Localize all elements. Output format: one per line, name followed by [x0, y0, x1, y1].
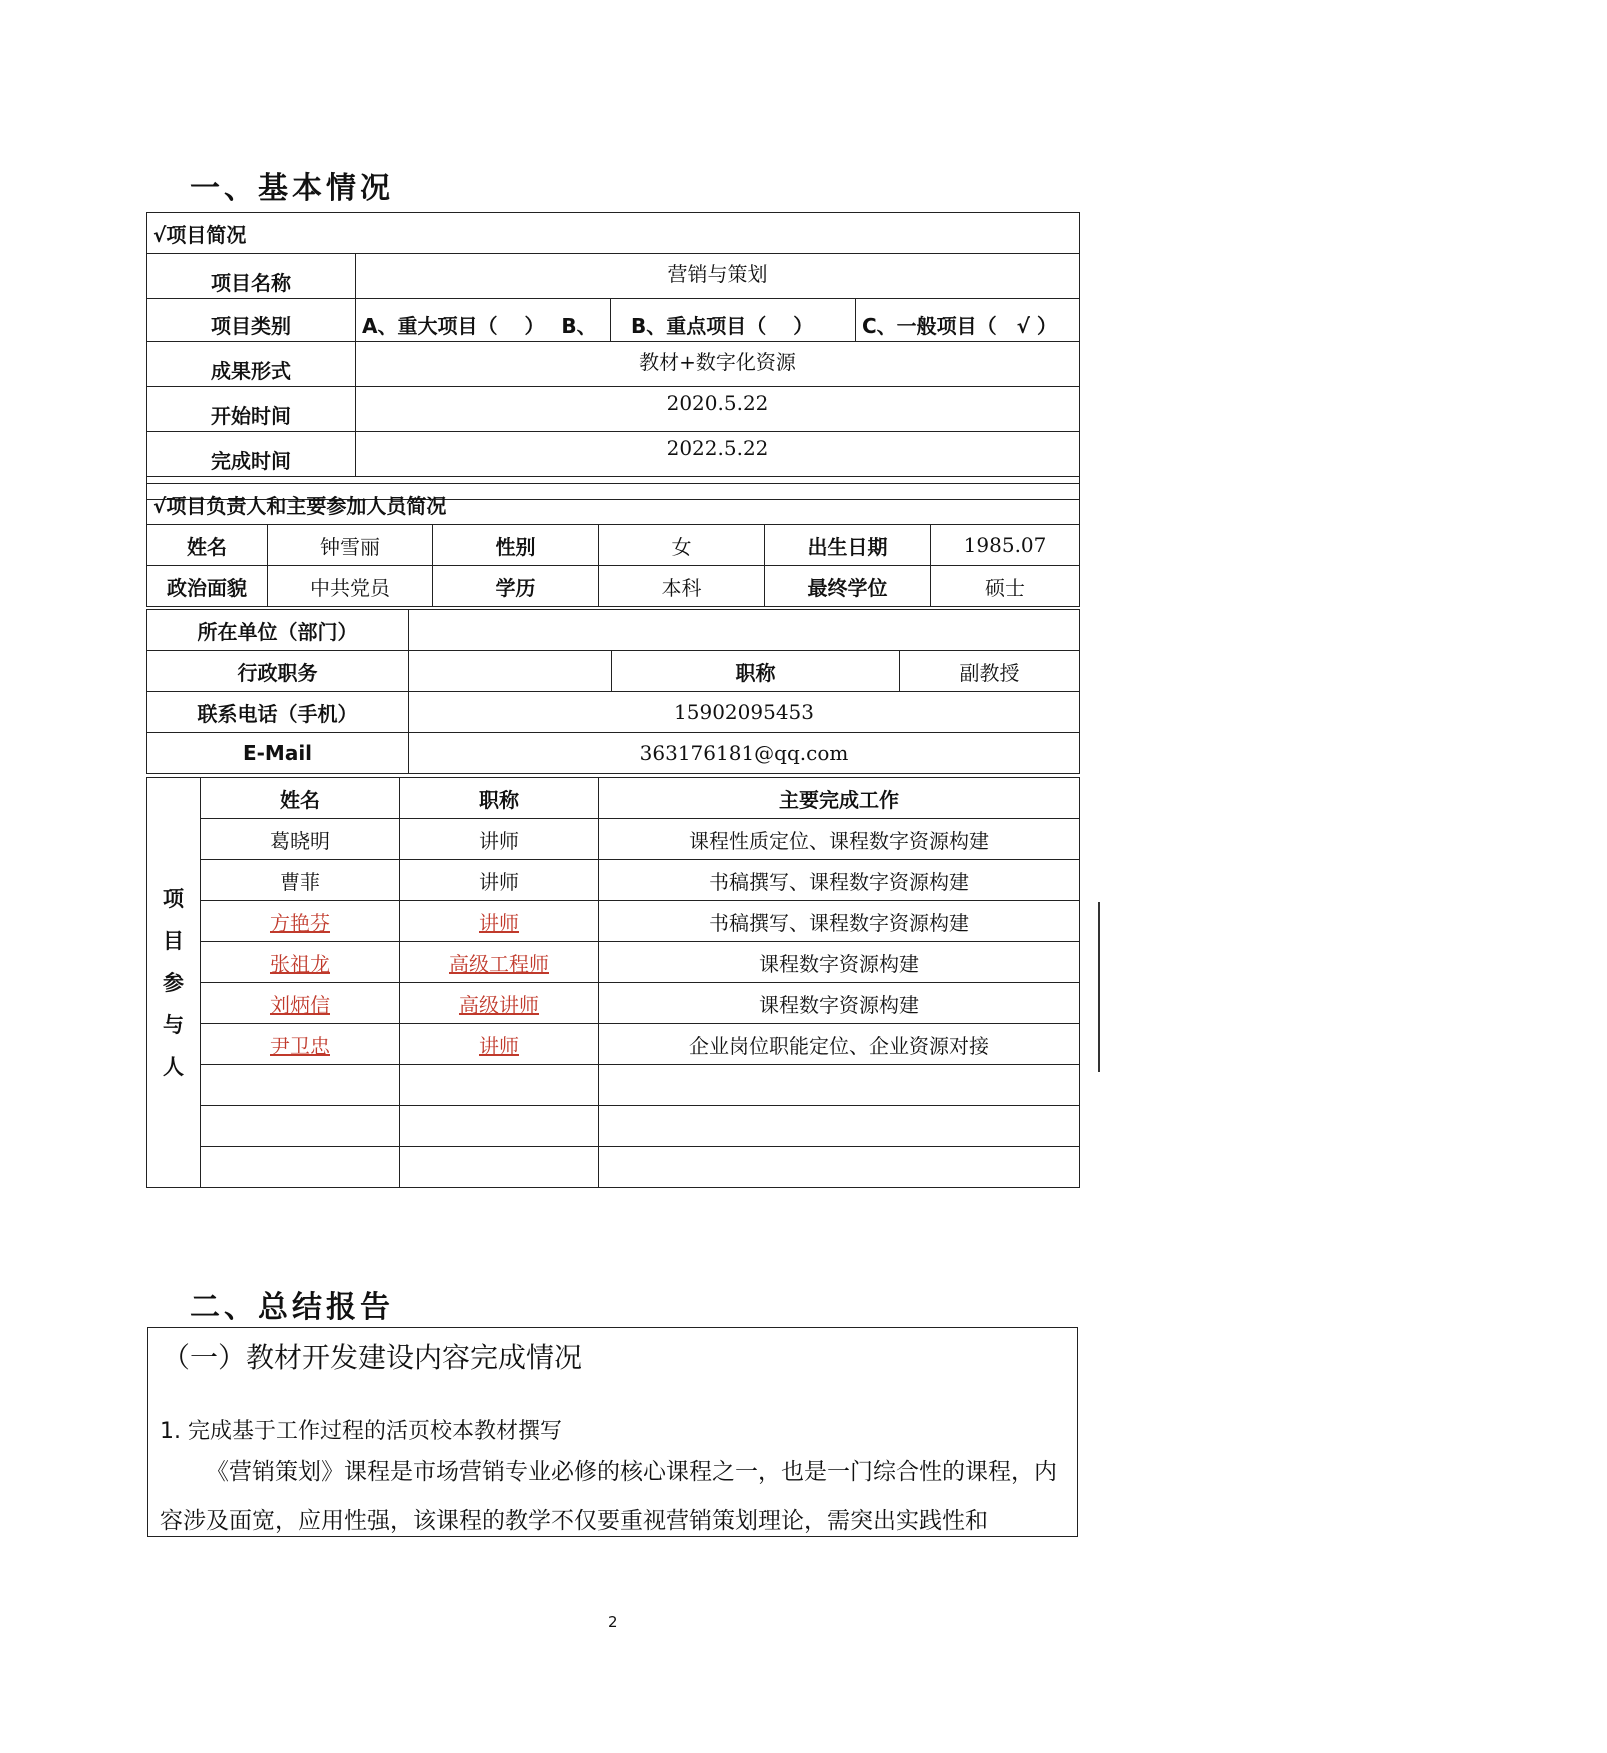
participant-title: 讲师	[400, 901, 599, 942]
end-time-value: 2022.5.22	[356, 432, 1080, 477]
gender-label: 性别	[433, 525, 599, 566]
unit-label: 所在单位（部门）	[147, 610, 409, 651]
participants-table	[146, 777, 1080, 1188]
professional-title-value: 副教授	[900, 651, 1080, 692]
side-char-1: 项	[163, 886, 184, 911]
participants-side-label	[147, 778, 201, 1188]
project-name-label: 项目名称	[147, 254, 356, 299]
page-number: 2	[608, 1613, 618, 1631]
education-label: 学历	[433, 566, 599, 607]
participant-name: 尹卫忠	[201, 1024, 400, 1065]
participant-name: 曹菲	[201, 860, 400, 901]
participant-name: 张祖龙	[201, 942, 400, 983]
participant-title: 讲师	[400, 1024, 599, 1065]
participant-title: 高级工程师	[400, 942, 599, 983]
participant-work: 课程数字资源构建	[599, 983, 1080, 1024]
personnel-header: √项目负责人和主要参加人员简况	[147, 484, 1080, 525]
category-major: A、重大项目（ ） B、	[356, 299, 611, 342]
participant-title: 高级讲师	[400, 983, 599, 1024]
birth-value: 1985.07	[931, 525, 1080, 566]
political-label: 政治面貌	[147, 566, 268, 607]
admin-post-value	[409, 651, 612, 692]
degree-value: 硕士	[931, 566, 1080, 607]
leader-name-value: 钟雪丽	[268, 525, 433, 566]
participant-work: 书稿撰写、课程数字资源构建	[599, 860, 1080, 901]
start-time-value: 2020.5.22	[356, 387, 1080, 432]
report-heading: （一）教材开发建设内容完成情况	[162, 1341, 583, 1374]
phone-label: 联系电话（手机）	[147, 692, 409, 733]
project-name-value: 营销与策划	[356, 254, 1080, 299]
contact-table	[146, 609, 1080, 774]
col-name-header: 姓名	[201, 778, 400, 819]
col-title-header: 职称	[400, 778, 599, 819]
result-form-value: 教材+数字化资源	[356, 342, 1080, 387]
phone-value: 15902095453	[409, 692, 1080, 733]
participant-work: 企业岗位职能定位、企业资源对接	[599, 1024, 1080, 1065]
end-time-label: 完成时间	[147, 432, 356, 477]
gender-value: 女	[599, 525, 765, 566]
table-row	[147, 1024, 1080, 1065]
empty-row	[147, 1106, 1080, 1147]
empty-row	[147, 1065, 1080, 1106]
participant-work: 课程性质定位、课程数字资源构建	[599, 819, 1080, 860]
table-row	[147, 860, 1080, 901]
side-char-3: 参	[163, 970, 184, 995]
margin-line	[1098, 902, 1100, 1072]
table-row	[147, 942, 1080, 983]
admin-post-label: 行政职务	[147, 651, 409, 692]
participant-work: 课程数字资源构建	[599, 942, 1080, 983]
result-form-label: 成果形式	[147, 342, 356, 387]
side-char-5: 人	[163, 1054, 184, 1079]
side-char-2: 目	[163, 928, 184, 953]
degree-label: 最终学位	[765, 566, 931, 607]
table-row	[147, 983, 1080, 1024]
email-value: 363176181@qq.com	[409, 733, 1080, 774]
participant-name: 刘炳信	[201, 983, 400, 1024]
participant-name: 方艳芬	[201, 901, 400, 942]
education-value: 本科	[599, 566, 765, 607]
unit-value	[409, 610, 1080, 651]
section1-title: 一、基本情况	[190, 171, 394, 206]
empty-row	[147, 1147, 1080, 1188]
personnel-table	[146, 483, 1080, 607]
participant-name: 葛晓明	[201, 819, 400, 860]
professional-title-label: 职称	[612, 651, 900, 692]
leader-name-label: 姓名	[147, 525, 268, 566]
col-work-header: 主要完成工作	[599, 778, 1080, 819]
start-time-label: 开始时间	[147, 387, 356, 432]
category-key: B、重点项目（ ）	[611, 299, 856, 342]
email-label: E-Mail	[147, 733, 409, 774]
participant-title: 讲师	[400, 860, 599, 901]
participant-work: 书稿撰写、课程数字资源构建	[599, 901, 1080, 942]
table-row	[147, 901, 1080, 942]
report-paragraph: 《营销策划》课程是市场营销专业必修的核心课程之一，也是一门综合性的课程，内容涉及面宽，应用性强，该课程的教学不仅要重视营销策划理论，需突出实践性和	[160, 1459, 1057, 1534]
section2-title: 二、总结报告	[190, 1290, 394, 1325]
project-category-label: 项目类别	[147, 299, 356, 342]
birth-label: 出生日期	[765, 525, 931, 566]
table-row	[147, 819, 1080, 860]
report-subheading: 1. 完成基于工作过程的活页校本教材撰写	[160, 1419, 562, 1444]
side-char-4: 与	[163, 1012, 184, 1037]
project-summary-table	[146, 212, 1080, 500]
political-value: 中共党员	[268, 566, 433, 607]
participant-title: 讲师	[400, 819, 599, 860]
project-summary-header: √项目简况	[147, 213, 1080, 254]
category-general: C、一般项目（ √ ）	[856, 299, 1080, 342]
report-box	[147, 1327, 1078, 1537]
